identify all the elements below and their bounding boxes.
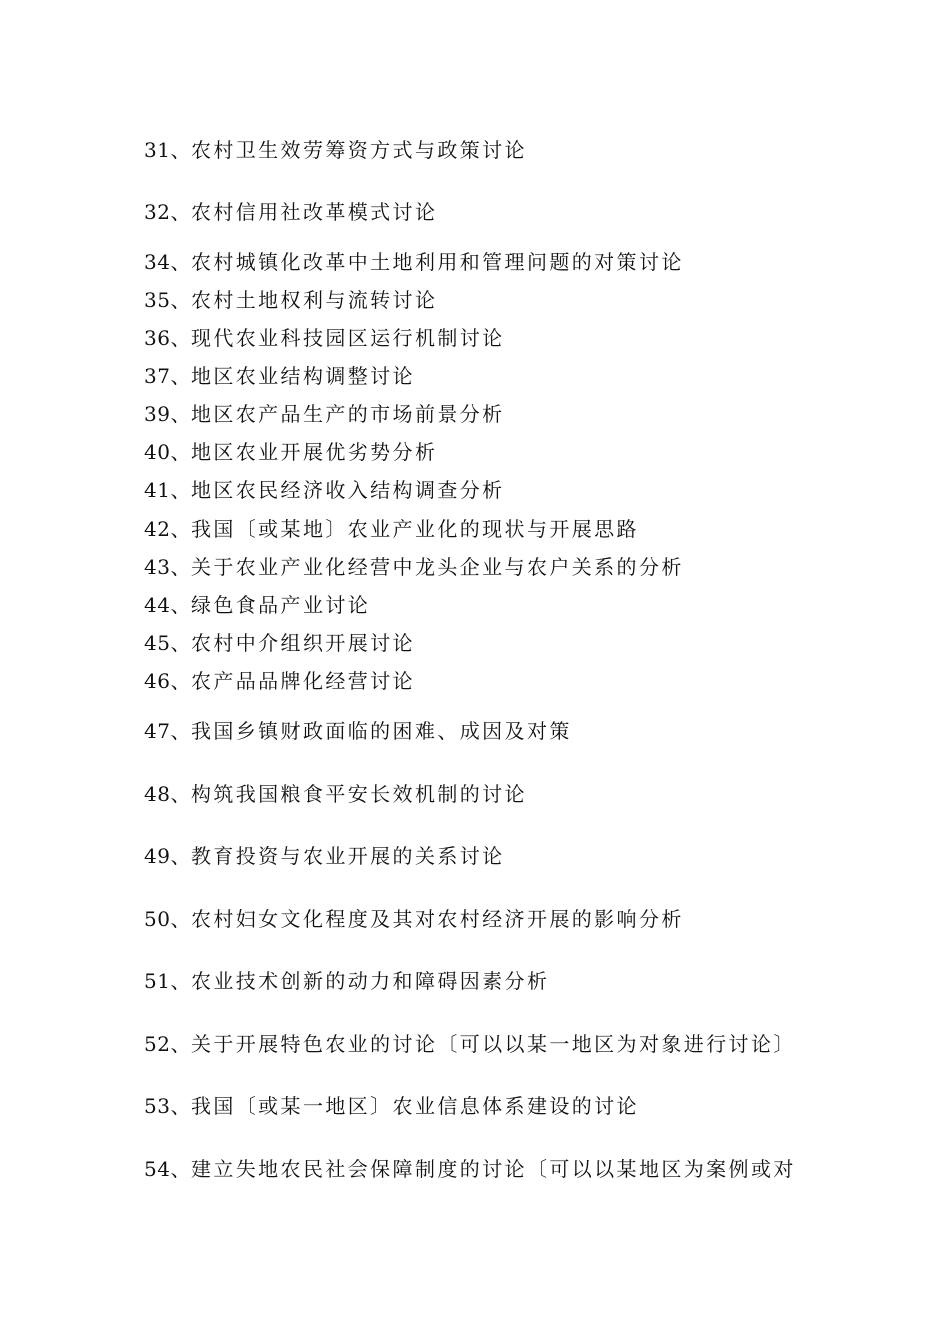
topic-item bbox=[144, 439, 437, 465]
topic-text: 农村中介组织开展讨论 bbox=[190, 631, 415, 655]
topic-number: 54、 bbox=[144, 1157, 191, 1181]
topic-number: 40、 bbox=[144, 440, 191, 464]
topic-text: 农村信用社改革模式讨论 bbox=[190, 200, 438, 224]
topic-number: 45、 bbox=[144, 631, 191, 655]
topic-text: 农村卫生效劳筹资方式与政策讨论 bbox=[190, 138, 527, 162]
topic-item bbox=[144, 199, 437, 225]
topic-text: 农村土地权利与流转讨论 bbox=[190, 288, 438, 312]
topic-number: 32、 bbox=[144, 200, 191, 224]
topic-item bbox=[144, 477, 505, 503]
topic-text: 关于农业产业化经营中龙头企业与农户关系的分析 bbox=[190, 555, 684, 579]
topic-text: 构筑我国粮食平安长效机制的讨论 bbox=[190, 782, 527, 806]
topic-item bbox=[144, 718, 572, 744]
topic-number: 39、 bbox=[144, 402, 191, 426]
topic-text: 农业技术创新的动力和障碍因素分析 bbox=[190, 969, 550, 993]
topic-text: 我国〔或某一地区〕农业信息体系建设的讨论 bbox=[190, 1094, 639, 1118]
topic-number: 35、 bbox=[144, 288, 191, 312]
topic-item bbox=[144, 325, 505, 351]
topic-item bbox=[144, 401, 505, 427]
topic-text: 现代农业科技园区运行机制讨论 bbox=[190, 326, 505, 350]
topic-item bbox=[144, 668, 415, 694]
topic-item bbox=[144, 554, 684, 580]
topic-number: 52、 bbox=[144, 1032, 191, 1056]
topic-number: 53、 bbox=[144, 1094, 191, 1118]
topic-text: 我国乡镇财政面临的困难、成因及对策 bbox=[190, 719, 572, 743]
topic-item bbox=[144, 363, 415, 389]
topic-text: 农村妇女文化程度及其对农村经济开展的影响分析 bbox=[190, 907, 684, 931]
topic-number: 47、 bbox=[144, 719, 191, 743]
topic-text: 农村城镇化改革中土地利用和管理问题的对策讨论 bbox=[190, 250, 684, 274]
topic-item bbox=[144, 1031, 796, 1057]
topic-text: 绿色食品产业讨论 bbox=[190, 593, 371, 617]
topic-text: 建立失地农民社会保障制度的讨论〔可以以某地区为案例或对 bbox=[190, 1157, 796, 1181]
topic-item bbox=[144, 287, 437, 313]
topic-text: 我国〔或某地〕农业产业化的现状与开展思路 bbox=[190, 517, 639, 541]
topic-number: 42、 bbox=[144, 517, 191, 541]
topic-item bbox=[144, 516, 639, 542]
topic-number: 31、 bbox=[144, 138, 191, 162]
topic-text: 农产品品牌化经营讨论 bbox=[190, 669, 415, 693]
topic-number: 48、 bbox=[144, 782, 191, 806]
topic-text: 关于开展特色农业的讨论〔可以以某一地区为对象进行讨论〕 bbox=[190, 1032, 796, 1056]
topic-number: 49、 bbox=[144, 844, 191, 868]
topic-item bbox=[144, 249, 684, 275]
topic-number: 43、 bbox=[144, 555, 191, 579]
topic-item bbox=[144, 843, 505, 869]
topic-number: 37、 bbox=[144, 364, 191, 388]
topic-item bbox=[144, 137, 527, 163]
topic-item bbox=[144, 781, 527, 807]
topic-text: 教育投资与农业开展的关系讨论 bbox=[190, 844, 505, 868]
topic-item bbox=[144, 630, 415, 656]
topic-number: 50、 bbox=[144, 907, 191, 931]
topic-item bbox=[144, 906, 684, 932]
topic-number: 34、 bbox=[144, 250, 191, 274]
topic-number: 51、 bbox=[144, 969, 191, 993]
topic-number: 46、 bbox=[144, 669, 191, 693]
topic-number: 44、 bbox=[144, 593, 191, 617]
topic-text: 地区农产品生产的市场前景分析 bbox=[190, 402, 505, 426]
topic-item bbox=[144, 968, 549, 994]
topic-number: 36、 bbox=[144, 326, 191, 350]
topic-text: 地区农民经济收入结构调查分析 bbox=[190, 478, 505, 502]
topic-item bbox=[144, 1093, 639, 1119]
topic-text: 地区农业开展优劣势分析 bbox=[190, 440, 438, 464]
topic-text: 地区农业结构调整讨论 bbox=[190, 364, 415, 388]
topic-item bbox=[144, 592, 370, 618]
topic-number: 41、 bbox=[144, 478, 191, 502]
topic-item bbox=[144, 1156, 796, 1182]
